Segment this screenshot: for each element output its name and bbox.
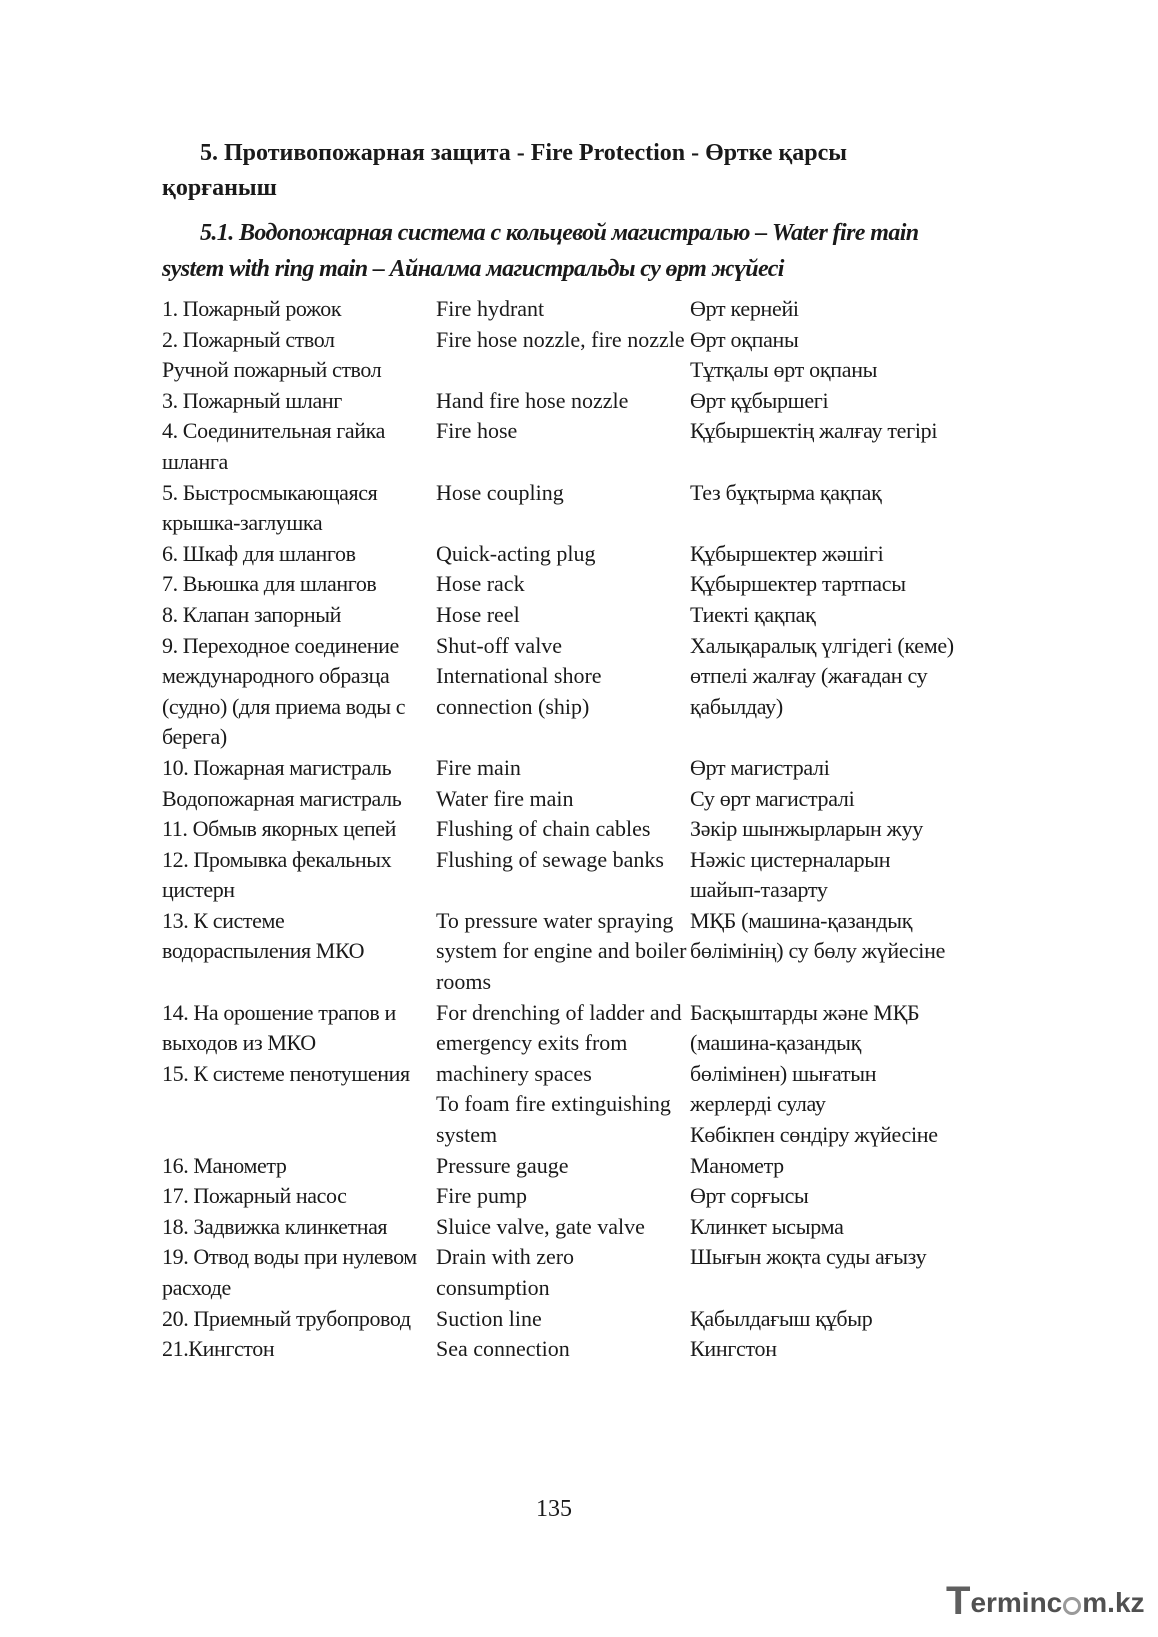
term-kz: Қабылдағыш құбыр: [690, 1305, 873, 1331]
table-row: [162, 416, 962, 477]
term-kz: Клинкет ысырма: [690, 1213, 844, 1239]
term-kz: МҚБ (машина-қазандық бөлімінің) су бөлу жүйесіне: [690, 907, 946, 964]
page-number: 135: [536, 1496, 572, 1522]
watermark-logo: T erminc m.kz: [946, 1579, 1145, 1623]
term-en: Hose rack: [436, 571, 525, 597]
term-kz: Кингстон: [690, 1336, 777, 1362]
subsection-heading: 5.1. Водопожарная система с кольцевой магистралью – Water fire main system with ring main – Айналма магистральды су өрт жүйесі: [162, 220, 919, 282]
term-ru: 7. Вьюшка для шлангов: [162, 571, 377, 597]
term-ru: 19. Отвод воды при нулевом расходе: [162, 1244, 417, 1300]
table-row: [162, 631, 962, 753]
term-ru: 9. Переходное соединение международного образца (судно) (для приема воды с берега): [162, 632, 406, 750]
term-ru: 10. Пожарная магистраль: [162, 754, 392, 780]
term-ru: 13. К системе водораспыления МКО: [162, 907, 365, 964]
table-row: [162, 784, 962, 815]
table-row: [162, 1242, 962, 1303]
term-en: Flushing of sewage banks: [436, 846, 664, 872]
table-row: [162, 1151, 962, 1182]
term-ru: 20. Приемный трубопровод: [162, 1305, 411, 1331]
table-row: [162, 1181, 962, 1212]
table-row: [162, 600, 962, 631]
term-kz: Тиекті қақпақ: [690, 601, 816, 627]
table-row: [162, 569, 962, 600]
glossary-table: [162, 294, 962, 1365]
term-ru: 21.Кингстон: [162, 1336, 275, 1362]
table-row: [162, 814, 962, 845]
term-kz: Басқыштарды және МҚБ (машина-қазандық бөлімінен) шығатын жерлерді сулау Көбікпен сөндіру жүйесіне: [690, 999, 938, 1148]
table-row: [162, 539, 962, 570]
table-row: [162, 845, 962, 906]
term-en: Fire hose nozzle, fire nozzle: [436, 326, 685, 352]
term-ru: 6. Шкаф для шлангов: [162, 540, 356, 566]
term-kz: Өрт кернейі: [690, 296, 799, 321]
term-en: Hose reel: [436, 601, 520, 627]
table-row: [162, 906, 962, 998]
term-kz: Зәкір шынжырларын жуу: [690, 816, 923, 842]
term-ru: 4. Соединительная гайка шланга: [162, 418, 385, 474]
term-en: Flushing of chain cables: [436, 816, 651, 842]
table-row: [162, 294, 962, 325]
term-ru: 8. Клапан запорный: [162, 601, 342, 627]
term-ru: 16. Манометр: [162, 1152, 287, 1178]
term-en: Fire hydrant: [436, 296, 545, 321]
table-row: [162, 1334, 962, 1365]
table-row: [162, 1212, 962, 1243]
term-ru: 3. Пожарный шланг: [162, 387, 342, 413]
term-ru: 17. Пожарный насос: [162, 1183, 347, 1209]
term-en: Suction line: [436, 1305, 542, 1331]
term-kz: Өрт сорғысы: [690, 1183, 809, 1209]
term-en: Water fire main: [436, 785, 574, 811]
term-kz: Өрт құбыршегі: [690, 387, 829, 413]
term-ru: 12. Промывка фекальных цистерн: [162, 846, 392, 903]
term-ru: 14. На орошение трапов и выходов из МКО 15. К системе пенотушения: [162, 999, 410, 1086]
term-kz: Құбыршектің жалғау тегірі: [690, 418, 938, 444]
term-kz: Манометр: [690, 1152, 784, 1178]
term-en: Fire main: [436, 754, 521, 780]
term-en: Quick-acting plug: [436, 540, 596, 566]
table-row: [162, 325, 962, 386]
table-row: [162, 1304, 962, 1335]
term-kz: Нәжіс цистерналарын шайып-тазарту: [690, 846, 891, 903]
term-en: For drenching of ladder and emergency exits from machinery spaces To foam fire extinguishing system: [436, 999, 682, 1148]
term-en: Hose coupling: [436, 479, 564, 505]
term-kz: Құбыршектер тартпасы: [690, 571, 906, 597]
term-en: Fire hose: [436, 418, 518, 444]
term-kz: Өрт оқпаны Тұтқалы өрт оқпаны: [690, 326, 878, 383]
term-kz: Тез бұқтырма қақпақ: [690, 479, 882, 505]
term-en: Sea connection: [436, 1336, 570, 1362]
term-ru: 5. Быстросмыкающаяся крышка-заглушка: [162, 479, 378, 536]
term-ru: 2. Пожарный ствол Ручной пожарный ствол: [162, 326, 382, 383]
term-en: Drain with zero consumption: [436, 1244, 575, 1300]
term-en: Sluice valve, gate valve: [436, 1213, 645, 1239]
term-kz: Шығын жоқта суды ағызу: [690, 1244, 927, 1270]
table-row: [162, 478, 962, 539]
table-row: [162, 753, 962, 784]
term-ru: 18. Задвижка клинкетная: [162, 1213, 388, 1239]
term-en: Hand fire hose nozzle: [436, 387, 629, 413]
table-row: [162, 386, 962, 417]
table-row: [162, 998, 962, 1151]
term-kz: Өрт магистралі: [690, 754, 830, 780]
term-kz: Құбыршектер жәшігі: [690, 540, 884, 566]
term-en: Fire pump: [436, 1183, 528, 1209]
section-heading: 5. Противопожарная защита - Fire Protection - Өртке қарсы қорғаныш: [162, 140, 848, 201]
term-en: Shut-off valve International shore connection (ship): [436, 632, 602, 719]
term-en: Pressure gauge: [436, 1152, 569, 1178]
term-kz: Су өрт магистралі: [690, 785, 855, 811]
term-ru: 11. Обмыв якорных цепей: [162, 816, 397, 842]
term-kz: Халықаралық үлгідегі (кеме) өтпелі жалғау (жағадан су қабылдау): [690, 632, 954, 719]
term-ru: Водопожарная магистраль: [162, 785, 402, 811]
term-ru: 1. Пожарный рожок: [162, 296, 342, 321]
term-en: To pressure water spraying system for engine and boiler rooms: [436, 907, 687, 995]
